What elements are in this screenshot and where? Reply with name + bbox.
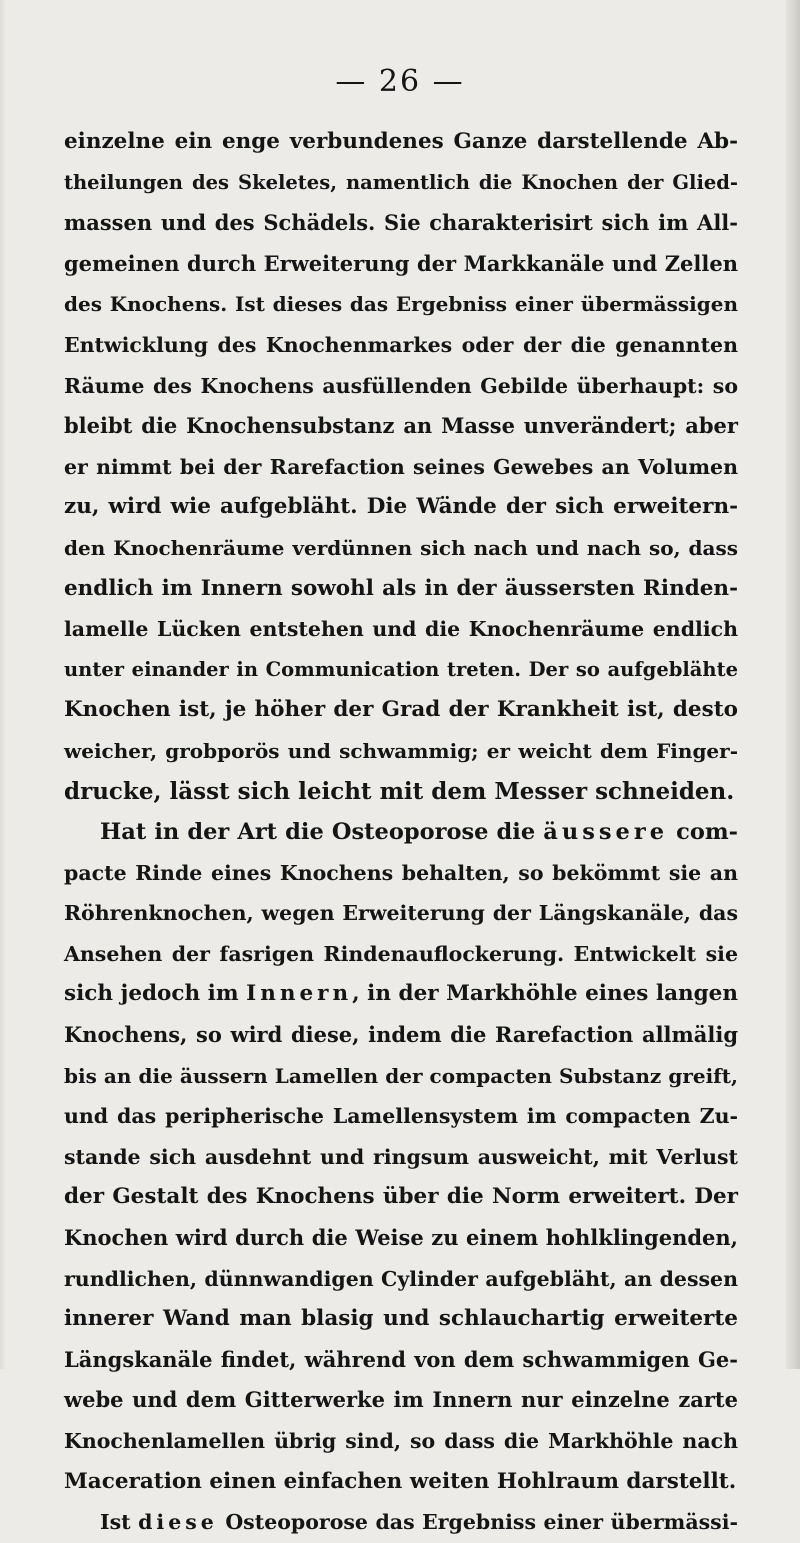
text-line: Maceration einen einfachen weiten Hohlraum darstellt.	[64, 1468, 737, 1494]
text-line: rundlichen, dünnwandigen Cylinder aufgebläht, an dessen	[64, 1266, 738, 1291]
scan-edge-left	[0, 0, 6, 1369]
text-line: webe und dem Gitterwerke im Innern nur einzelne zarte	[64, 1387, 738, 1413]
text-span: com-	[668, 819, 738, 846]
text-line: unter einander in Communication treten. Der so aufgeblähte	[64, 657, 738, 681]
emphasis-span: diese	[138, 1510, 218, 1535]
text-line	[64, 812, 738, 853]
emphasis-span: Innern	[246, 981, 353, 1007]
emphasis-span: äussere	[543, 819, 669, 846]
text-line: drucke, lässt sich leicht mit dem Messer schneiden.	[64, 777, 735, 805]
text-span: sich jedoch im	[64, 981, 247, 1007]
text-line: bis an die äussern Lamellen der compacten Substanz greift,	[64, 1063, 738, 1088]
text-line: Knochen wird durch die Weise zu einem hohlklingenden,	[64, 1225, 738, 1251]
text-line: endlich im Innern sowohl als in der äussersten Rinden-	[64, 575, 738, 601]
text-line: den Knochenräume verdünnen sich nach und nach so, dass	[64, 535, 738, 560]
text-line: theilungen des Skeletes, namentlich die Knochen der Glied-	[64, 170, 738, 194]
text-line: Knochens, so wird diese, indem die Rarefaction allmälig	[64, 1022, 738, 1048]
text-line	[64, 1502, 738, 1543]
text-line: Ansehen der fasrigen Rindenauflockerung. Entwickelt sie	[64, 941, 738, 966]
text-line: gemeinen durch Erweiterung der Markkanäle und Zellen	[64, 250, 738, 276]
page-number: — 26 —	[335, 64, 465, 99]
text-line: stande sich ausdehnt und ringsum ausweicht, mit Verlust	[64, 1144, 738, 1169]
text-line: lamelle Lücken entstehen und die Knochenräume endlich	[64, 617, 738, 642]
text-line	[64, 974, 738, 1015]
body-text	[64, 122, 738, 1543]
text-line: der Gestalt des Knochens über die Norm erweitert. Der	[64, 1184, 738, 1210]
text-line: und das peripherische Lamellensystem im compacten Zu-	[64, 1104, 738, 1129]
text-line: er nimmt bei der Rarefaction seines Gewebes an Volumen	[64, 454, 738, 479]
text-line: Knochenlamellen übrig sind, so dass die Markhöhle nach	[64, 1429, 738, 1453]
text-line: Längskanäle findet, während von dem schwammigen Ge-	[64, 1346, 738, 1372]
text-line: des Knochens. Ist dieses das Ergebniss einer übermässigen	[64, 292, 738, 317]
text-line: massen und des Schädels. Sie charakterisirt sich im All-	[64, 210, 738, 236]
text-span: Osteoporose das Ergebniss einer übermässi-	[217, 1510, 738, 1535]
scan-edge-right	[786, 0, 800, 1369]
text-line: Röhrenknochen, wegen Erweiterung der Längskanäle, das	[64, 901, 738, 926]
text-span: Ist	[100, 1510, 139, 1535]
text-line: Entwicklung des Knochenmarkes oder der die genannten	[64, 332, 738, 357]
text-line: Räume des Knochens ausfüllenden Gebilde überhaupt: so	[64, 373, 738, 398]
text-line: weicher, grobporös und schwammig; er weicht dem Finger-	[64, 738, 738, 763]
text-line: bleibt die Knochensubstanz an Masse unverändert; aber	[64, 413, 738, 439]
text-span: Hat in der Art die Osteoporose die	[100, 819, 544, 846]
text-line: einzelne ein enge verbundenes Ganze darstellende Ab-	[64, 129, 738, 154]
text-line: zu, wird wie aufgebläht. Die Wände der sich erweitern-	[64, 494, 738, 520]
text-span: , in der Markhöhle eines langen	[352, 981, 738, 1007]
text-line: Knochen ist, je höher der Grad der Krankheit ist, desto	[64, 697, 738, 723]
text-line: pacte Rinde eines Knochens behalten, so bekömmt sie an	[64, 860, 738, 885]
text-line: innerer Wand man blasig und schlauchartig erweiterte	[64, 1306, 738, 1332]
